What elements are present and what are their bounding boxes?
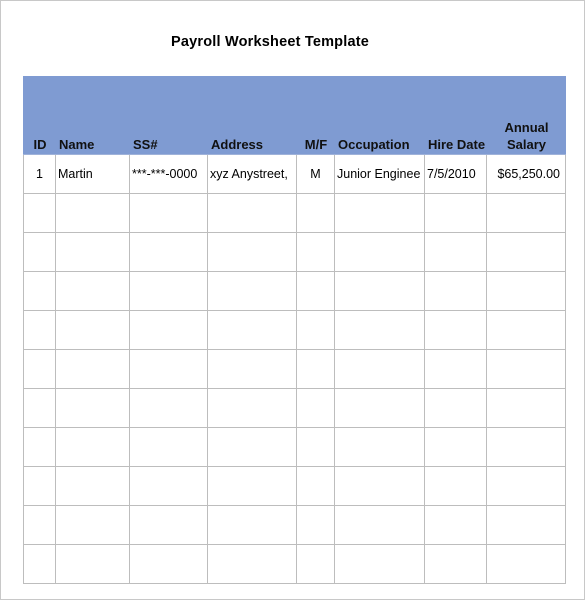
- cell-id[interactable]: [24, 311, 56, 350]
- table-row: [24, 194, 566, 233]
- cell-address[interactable]: [208, 467, 297, 506]
- cell-occupation[interactable]: [335, 545, 425, 584]
- cell-ssn[interactable]: ***-***-0000: [130, 155, 208, 194]
- cell-salary[interactable]: [487, 272, 566, 311]
- cell-name[interactable]: [56, 467, 130, 506]
- cell-mf[interactable]: [297, 506, 335, 545]
- table-row: [24, 311, 566, 350]
- column-header-hire-date[interactable]: Hire Date: [425, 77, 487, 155]
- cell-hire-date[interactable]: [425, 506, 487, 545]
- cell-occupation[interactable]: [335, 506, 425, 545]
- cell-name[interactable]: [56, 194, 130, 233]
- cell-id[interactable]: [24, 506, 56, 545]
- cell-hire-date[interactable]: [425, 350, 487, 389]
- cell-ssn[interactable]: [130, 350, 208, 389]
- cell-hire-date[interactable]: 7/5/2010: [425, 155, 487, 194]
- column-header-ssn[interactable]: SS#: [130, 77, 208, 155]
- cell-mf[interactable]: [297, 467, 335, 506]
- cell-salary[interactable]: [487, 389, 566, 428]
- annual-salary-line2: Salary: [506, 137, 547, 152]
- cell-salary[interactable]: $65,250.00: [487, 155, 566, 194]
- cell-address[interactable]: [208, 311, 297, 350]
- cell-mf[interactable]: [297, 194, 335, 233]
- cell-name[interactable]: [56, 350, 130, 389]
- column-header-name[interactable]: Name: [56, 77, 130, 155]
- cell-hire-date[interactable]: [425, 428, 487, 467]
- cell-occupation[interactable]: [335, 350, 425, 389]
- cell-name[interactable]: [56, 428, 130, 467]
- annual-salary-line1: Annual: [504, 120, 549, 135]
- cell-address[interactable]: [208, 350, 297, 389]
- cell-address[interactable]: [208, 233, 297, 272]
- table-row: [24, 272, 566, 311]
- cell-name[interactable]: Martin: [56, 155, 130, 194]
- cell-mf[interactable]: [297, 233, 335, 272]
- cell-occupation[interactable]: [335, 233, 425, 272]
- cell-id[interactable]: 1: [24, 155, 56, 194]
- cell-hire-date[interactable]: [425, 233, 487, 272]
- cell-address[interactable]: [208, 194, 297, 233]
- table-row: [24, 389, 566, 428]
- cell-id[interactable]: [24, 194, 56, 233]
- cell-salary[interactable]: [487, 506, 566, 545]
- table-row: [24, 428, 566, 467]
- cell-mf[interactable]: M: [297, 155, 335, 194]
- cell-ssn[interactable]: [130, 389, 208, 428]
- table-row: [24, 350, 566, 389]
- cell-occupation[interactable]: [335, 272, 425, 311]
- cell-hire-date[interactable]: [425, 311, 487, 350]
- column-header-mf[interactable]: M/F: [297, 77, 335, 155]
- cell-ssn[interactable]: [130, 311, 208, 350]
- cell-hire-date[interactable]: [425, 194, 487, 233]
- cell-id[interactable]: [24, 350, 56, 389]
- cell-mf[interactable]: [297, 272, 335, 311]
- cell-ssn[interactable]: [130, 545, 208, 584]
- cell-name[interactable]: [56, 233, 130, 272]
- cell-occupation[interactable]: [335, 389, 425, 428]
- cell-occupation[interactable]: [335, 428, 425, 467]
- cell-ssn[interactable]: [130, 272, 208, 311]
- column-header-id[interactable]: ID: [24, 77, 56, 155]
- cell-id[interactable]: [24, 467, 56, 506]
- column-header-annual-salary[interactable]: [487, 77, 566, 155]
- cell-occupation[interactable]: [335, 467, 425, 506]
- cell-mf[interactable]: [297, 545, 335, 584]
- header-row: [24, 77, 566, 155]
- cell-hire-date[interactable]: [425, 545, 487, 584]
- payroll-table: [23, 76, 566, 584]
- cell-salary[interactable]: [487, 350, 566, 389]
- cell-hire-date[interactable]: [425, 272, 487, 311]
- cell-salary[interactable]: [487, 428, 566, 467]
- cell-salary[interactable]: [487, 467, 566, 506]
- cell-salary[interactable]: [487, 545, 566, 584]
- cell-ssn[interactable]: [130, 428, 208, 467]
- cell-name[interactable]: [56, 506, 130, 545]
- cell-ssn[interactable]: [130, 233, 208, 272]
- cell-name[interactable]: [56, 389, 130, 428]
- table-row: [24, 233, 566, 272]
- cell-id[interactable]: [24, 389, 56, 428]
- cell-salary[interactable]: [487, 194, 566, 233]
- cell-mf[interactable]: [297, 428, 335, 467]
- table-row: [24, 467, 566, 506]
- cell-mf[interactable]: [297, 311, 335, 350]
- table-row: [24, 506, 566, 545]
- cell-id[interactable]: [24, 233, 56, 272]
- column-header-occupation[interactable]: Occupation: [335, 77, 425, 155]
- cell-hire-date[interactable]: [425, 467, 487, 506]
- cell-address[interactable]: [208, 545, 297, 584]
- cell-occupation[interactable]: [335, 311, 425, 350]
- cell-name[interactable]: [56, 272, 130, 311]
- table-row: [24, 545, 566, 584]
- column-header-address[interactable]: Address: [208, 77, 297, 155]
- cell-occupation[interactable]: Junior Enginee: [335, 155, 425, 194]
- cell-name[interactable]: [56, 311, 130, 350]
- cell-hire-date[interactable]: [425, 389, 487, 428]
- cell-mf[interactable]: [297, 350, 335, 389]
- cell-mf[interactable]: [297, 389, 335, 428]
- cell-ssn[interactable]: [130, 467, 208, 506]
- cell-address[interactable]: [208, 389, 297, 428]
- table-row: [24, 155, 566, 194]
- cell-name[interactable]: [56, 545, 130, 584]
- cell-address[interactable]: xyz Anystreet,: [208, 155, 297, 194]
- cell-address[interactable]: [208, 506, 297, 545]
- cell-address[interactable]: [208, 428, 297, 467]
- cell-salary[interactable]: [487, 233, 566, 272]
- cell-id[interactable]: [24, 428, 56, 467]
- page-title: Payroll Worksheet Template: [170, 34, 370, 50]
- cell-occupation[interactable]: [335, 194, 425, 233]
- cell-id[interactable]: [24, 545, 56, 584]
- cell-id[interactable]: [24, 272, 56, 311]
- cell-ssn[interactable]: [130, 506, 208, 545]
- cell-ssn[interactable]: [130, 194, 208, 233]
- cell-salary[interactable]: [487, 311, 566, 350]
- cell-address[interactable]: [208, 272, 297, 311]
